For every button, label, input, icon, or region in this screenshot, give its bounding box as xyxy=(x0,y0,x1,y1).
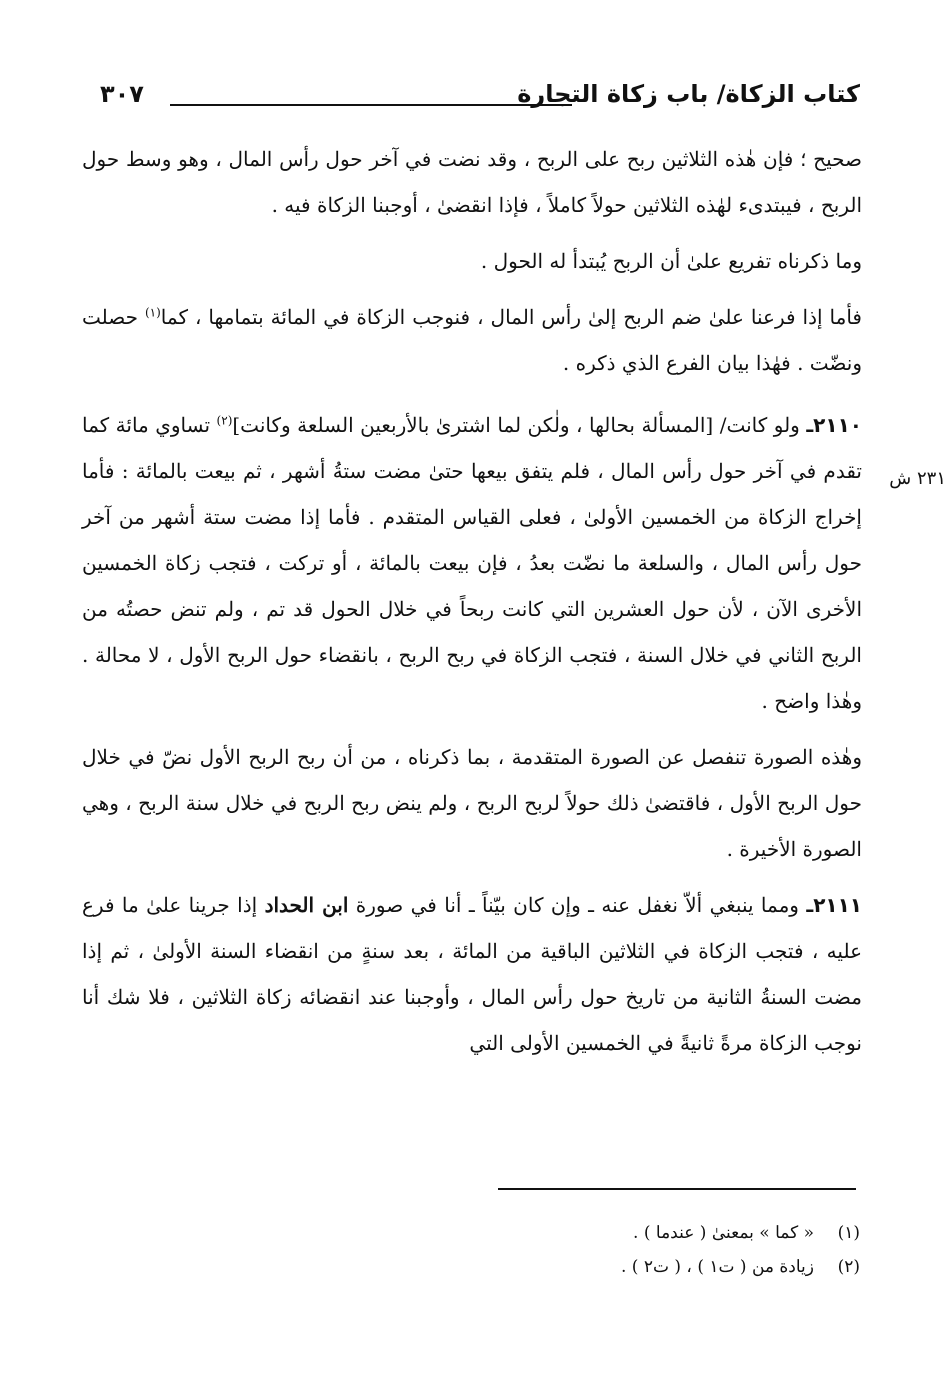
paragraph-1: صحيح ؛ فإن هٰذه الثلاثين ربح على الربح ، وقد نضت في آخر حول رأس المال ، وهو وسط حول الربح ، فيبتدىء لهٰذه الثلاثين حولاً كاملاً ، فإذا انقضىٰ ، أوجبنا الزكاة فيه . xyxy=(82,147,862,217)
running-header xyxy=(100,80,860,128)
footnote-2-text: زيادة من ( ت١ ) ، ( ت٢ ) . xyxy=(621,1257,814,1277)
page-number: ٣٠٧ xyxy=(100,80,144,108)
main-text xyxy=(82,136,862,1066)
header-title: كتاب الزكاة/ باب زكاة التجارة xyxy=(517,80,860,108)
section-number-2111: ٢١١١ـ xyxy=(806,893,863,917)
paragraph-2111-text-a: ومما ينبغي ألاّ نغفل عنه ـ وإن كان بيّناً ـ أنا في صورة xyxy=(348,893,807,917)
footnote-1-mark: (١) xyxy=(837,1223,860,1243)
paragraph-2111-text-b: إذا جرينا علىٰ ما فرع عليه ، فتجب الزكاة في الثلاثين الباقية من المائة ، بعد سنةٍ من انقضاء السنة الأولىٰ ، ثم إذا مضت السنةُ الثانية من تاريخ حول رأس المال ، وأوجبنا عند انقضائه زكاة الثلاثين ، فلا شك أنا نوجب الزكاة مرةً ثانيةً في الخمسين الأولى التي xyxy=(82,893,862,1055)
paragraph-5: وهٰذه الصورة تنفصل عن الصورة المتقدمة ، بما ذكرناه ، من أن ربح الربح الأول نضّ في خلال حول الربح الأول ، فاقتضىٰ ذلك حولاً لربح الربح ، ولم ينض ربح الربح في خلال سنة الربح ، وهي الصورة الأخيرة . xyxy=(82,745,862,861)
name-ibn-al-haddad: ابن الحداد xyxy=(264,893,349,917)
footnote-1 xyxy=(160,1216,860,1250)
margin-note: ٢٣١ ش xyxy=(889,468,946,489)
footnote-ref-2: (٢) xyxy=(216,413,233,428)
paragraph-3 xyxy=(82,294,862,386)
header-rule xyxy=(170,104,572,106)
paragraph-3-text-b: حصلت ونضّت . فهٰذا بيان الفرع الذي ذكره . xyxy=(82,305,862,375)
paragraph-2111 xyxy=(82,882,862,1066)
footnotes xyxy=(160,1216,860,1284)
footnote-2-mark: (٢) xyxy=(837,1257,860,1277)
paragraph-2110-text-b: تساوي مائة كما تقدم في آخر حول رأس المال ، فلم يتفق بيعها حتىٰ مضت ستةُ أشهر ، ثم بيعت بالمائة : فأما إخراج الزكاة من الخمسين الأولىٰ ، فعلى القياس المتقدم . فأما إذا مضت ستة أشهر من آخر حول رأس المال ، والسلعة ما نضّت بعدُ ، فإن بيعت بالمائة ، أو تركت ، فتجب زكاة الخمسين الأخرى الآن ، لأن حول العشرين التي كانت ربحاً في خلال الحول قد تم ، ولم تنض حصتُه من الربح الثاني في خلال السنة ، فتجب الزكاة في ربح الربح ، بانقضاء حول الربح الأول ، لا محالة . وهٰذا واضح . xyxy=(82,413,862,713)
footnote-2 xyxy=(160,1250,860,1284)
paragraph-2110 xyxy=(82,402,862,724)
footnote-1-text: « كما » بمعنىٰ ( عندما ) . xyxy=(633,1223,814,1243)
footnote-rule xyxy=(498,1188,856,1190)
section-number-2110: ٢١١٠ـ xyxy=(806,413,862,437)
paragraph-2: وما ذكرناه تفريع علىٰ أن الربح يُبتدأ له الحول . xyxy=(480,249,862,273)
paragraph-2110-text-a: ولو كانت/ [المسألة بحالها ، ولٰكن لما اشترىٰ بالأربعين السلعة وكانت] xyxy=(232,413,807,437)
footnote-ref-1: (١) xyxy=(144,305,161,320)
paragraph-3-text-a: فأما إذا فرعنا علىٰ ضم الربح إلىٰ رأس المال ، فنوجب الزكاة في المائة بتمامها ، كما xyxy=(160,305,862,329)
